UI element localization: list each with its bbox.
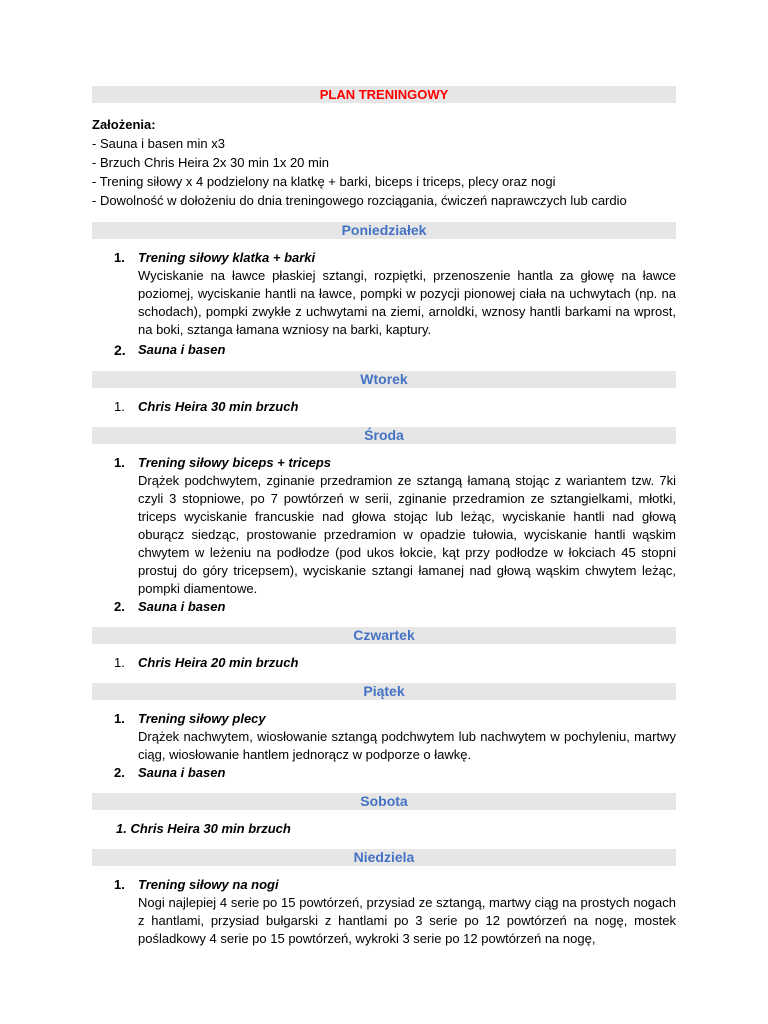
day-heading-wednesday: Środa bbox=[92, 427, 676, 444]
workout-description: Drążek podchwytem, zginanie przedramion ze sztangą łamaną stojąc z wariantem tzw. 7ki czyli 3 stopniowe, po 7 powtórzeń w serii, zginanie przedramion ze sztangielkami, młotki, triceps wyciskanie francuskie nad głowa stojąc lub leżąc, wyciskanie hantli nad głową oburącz siedząc, prostowanie przedramion w opadzie tułowia, wyciskanie hantli wąskim chwytem w leżeniu na podłodze (pod ukos łokcie, kąt przy podłodze w łokciach 45 stopni prostuj do góry tricepsem), wyciskanie sztangi łamanej nad głową wąskim chwytem leżąc, pompki diamentowe. bbox=[138, 473, 676, 596]
list-number: 1. bbox=[114, 250, 125, 265]
list-number: 2. bbox=[114, 342, 126, 358]
list-number: 1. bbox=[114, 455, 125, 470]
assumption-line: - Dowolność w dołożeniu do dnia treningowego rozciągania, ćwiczeń naprawczych lub cardio bbox=[92, 193, 627, 208]
document-title: PLAN TRENINGOWY bbox=[92, 86, 676, 103]
list-item bbox=[92, 454, 676, 598]
workout-title: Trening siłowy plecy bbox=[138, 711, 266, 726]
list-number: 2. bbox=[114, 599, 125, 614]
workout-title: Trening siłowy klatka + barki bbox=[138, 250, 316, 265]
workout-title: Trening siłowy na nogi bbox=[138, 877, 279, 892]
day-heading-saturday: Sobota bbox=[92, 793, 676, 810]
list-item bbox=[92, 710, 676, 764]
day-heading-tuesday: Wtorek bbox=[92, 371, 676, 388]
list-item bbox=[92, 598, 676, 616]
day-heading-sunday: Niedziela bbox=[92, 849, 676, 866]
list-number: 1. bbox=[114, 877, 125, 892]
document-page bbox=[92, 86, 676, 948]
workout-description: Wyciskanie na ławce płaskiej sztangi, rozpiętki, przenoszenie hantla za głowę na ławce poziomej, wyciskanie hantli na ławce, pompki w pozycji pionowej ciała na uchwytach (np. na schodach), pompki zwykłe z uchwytami na ziemi, arnoldki, wznosy hantli barkami na wprost, na boki, sztanga łamana wzniosy na barki, kaptury. bbox=[138, 268, 676, 337]
list-number: 1. bbox=[114, 399, 125, 414]
list-number: 1. bbox=[114, 655, 125, 670]
workout-title: Sauna i basen bbox=[138, 599, 226, 614]
list-item bbox=[92, 654, 676, 672]
day-heading-thursday: Czwartek bbox=[92, 627, 676, 644]
list-item bbox=[92, 249, 676, 339]
assumptions-section bbox=[92, 115, 676, 210]
workout-description: Drążek nachwytem, wiosłowanie sztangą podchwytem lub nachwytem w pochyleniu, martwy ciąg, wiosłowanie hantlem jednorącz w podporze o ławkę. bbox=[138, 729, 676, 762]
day-heading-friday: Piątek bbox=[92, 683, 676, 700]
list-item bbox=[92, 398, 676, 416]
list-item bbox=[92, 876, 676, 948]
workout-description: Nogi najlepiej 4 serie po 15 powtórzeń, przysiad ze sztangą, martwy ciąg na prostych nogach z hantlami, przysiad bułgarski z hantlami po 3 serie po 12 powtórzeń na nogę, mostek pośladkowy 4 serie po 15 powtórzeń, wykroki 3 serie po 12 powtórzeń na nogę, bbox=[138, 895, 676, 946]
day-heading-monday: Poniedziałek bbox=[92, 222, 676, 239]
workout-title: 1. Chris Heira 30 min brzuch bbox=[116, 821, 291, 836]
workout-title: Sauna i basen bbox=[138, 342, 226, 357]
workout-title: Chris Heira 20 min brzuch bbox=[138, 655, 299, 670]
assumptions-heading: Założenia: bbox=[92, 117, 156, 132]
assumption-line: - Trening siłowy x 4 podzielony na klatkę + barki, biceps i triceps, plecy oraz nogi bbox=[92, 174, 556, 189]
list-number: 2. bbox=[114, 765, 125, 780]
assumption-line: - Brzuch Chris Heira 2x 30 min 1x 20 min bbox=[92, 155, 329, 170]
list-item bbox=[92, 764, 676, 782]
workout-title: Sauna i basen bbox=[138, 765, 226, 780]
assumption-line: - Sauna i basen min x3 bbox=[92, 136, 225, 151]
workout-title: Trening siłowy biceps + triceps bbox=[138, 455, 332, 470]
list-number: 1. bbox=[114, 711, 125, 726]
workout-title: Chris Heira 30 min brzuch bbox=[138, 399, 299, 414]
list-item bbox=[92, 341, 676, 359]
